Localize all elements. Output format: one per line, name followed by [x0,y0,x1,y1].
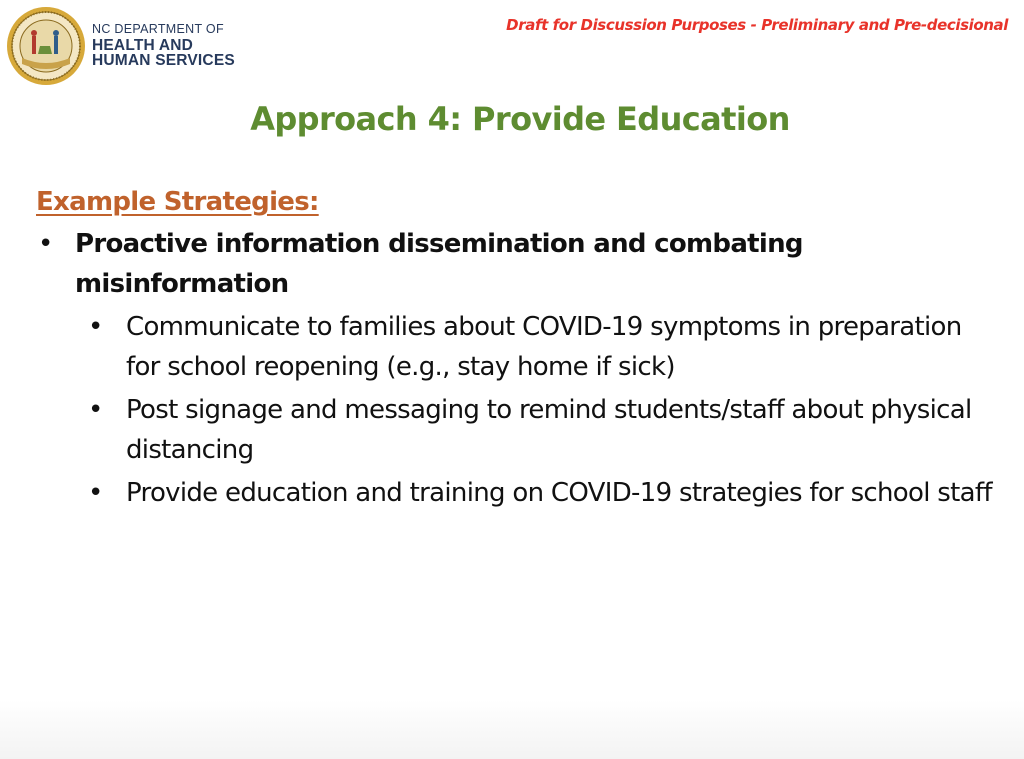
draft-notice: Draft for Discussion Purposes - Preliminary and Pre-decisional [506,16,1008,34]
bullet-icon: • [88,312,103,342]
sub-bullet-item [36,307,996,387]
sub-bullet-text: Provide education and training on COVID-19 strategies for school staff [126,478,992,508]
main-bullet-text: Proactive information dissemination and combating misinformation [75,229,803,299]
org-name-line3: HUMAN SERVICES [92,52,235,70]
slide-title: Approach 4: Provide Education [250,100,790,138]
bullet-icon: • [38,229,53,259]
sub-bullet-item [36,473,996,513]
bullet-icon: • [88,478,103,508]
sub-bullet-text: Post signage and messaging to remind students/staff about physical distancing [126,395,972,465]
sub-bullet-text: Communicate to families about COVID-19 symptoms in preparation for school reopening (e.g., stay home if sick) [126,312,962,382]
org-name-line1: NC DEPARTMENT OF [92,22,224,37]
org-name [92,23,235,69]
ncdhhs-logo [6,6,235,86]
nc-state-seal-icon [6,6,86,86]
sub-bullet-item [36,390,996,470]
org-name-line2: HEALTH AND [92,36,194,54]
slide-body [36,182,996,513]
bullet-icon: • [88,395,103,425]
section-heading: Example Strategies: [36,187,319,217]
main-bullet-item [36,224,996,304]
